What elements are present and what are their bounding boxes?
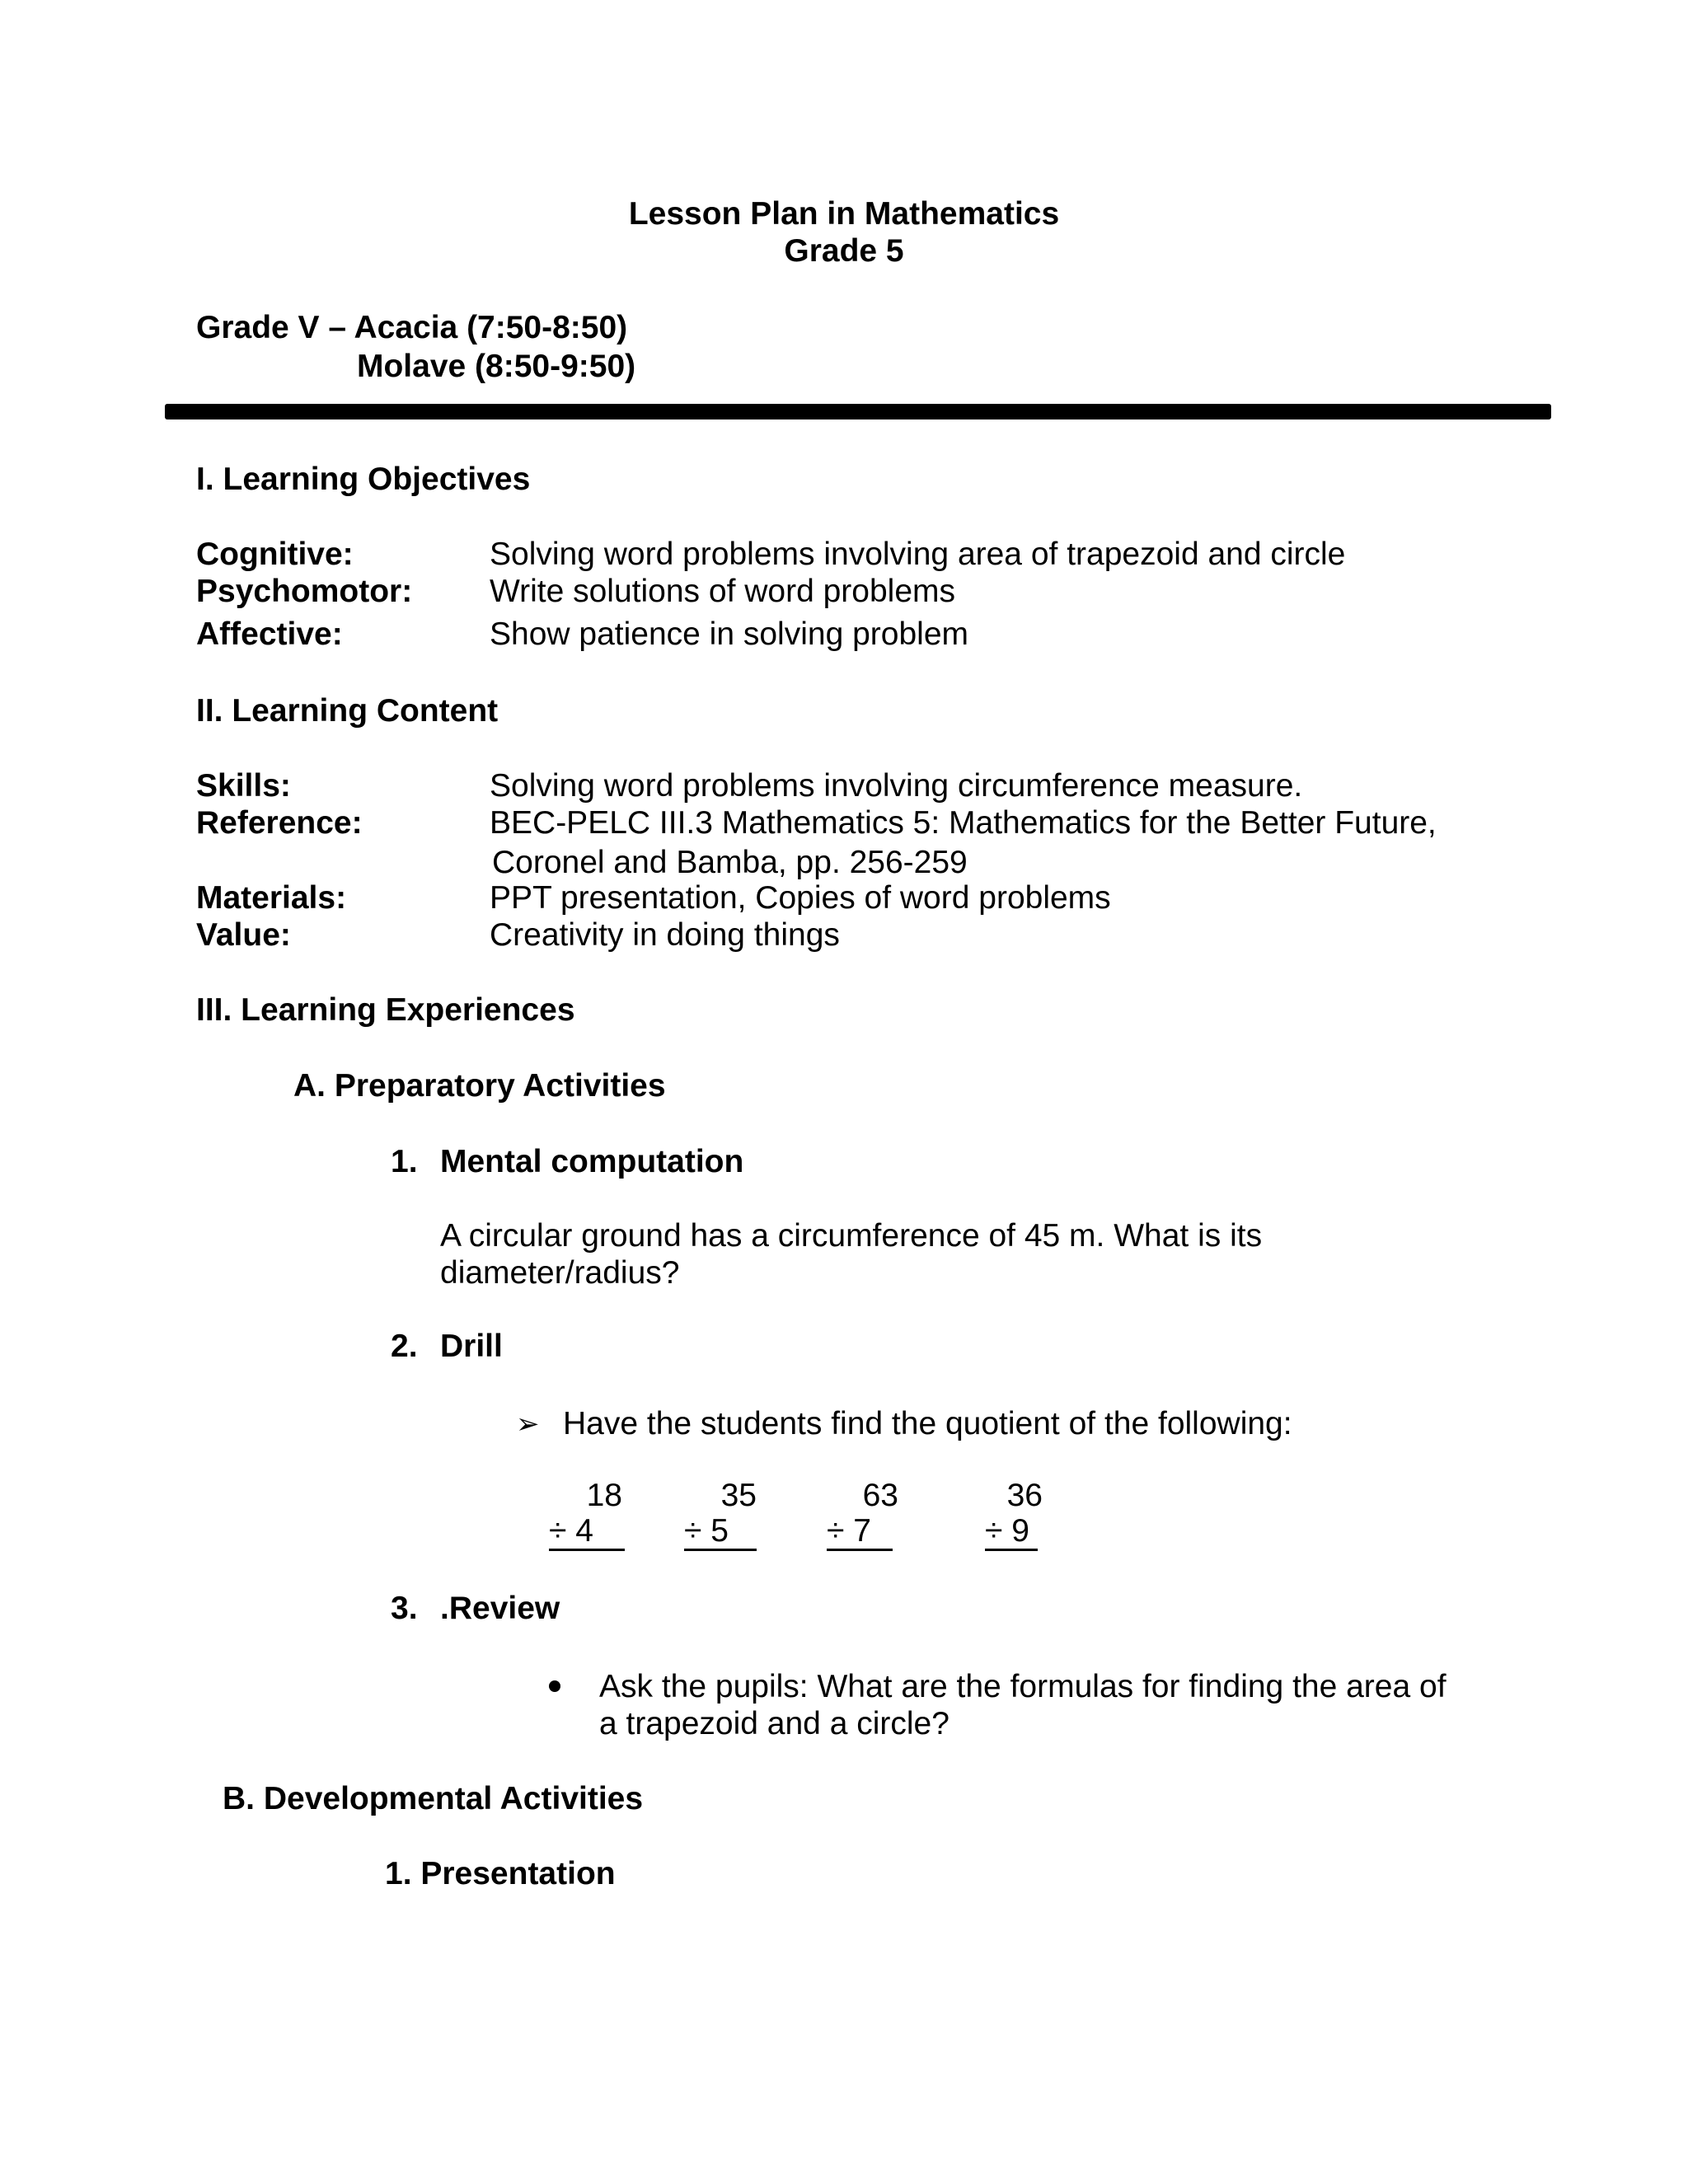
mental-problem-line1: A circular ground has a circumference of 45 m. What is its bbox=[440, 1218, 1263, 1254]
section-schedule-molave: Molave (8:50-9:50) bbox=[357, 349, 636, 384]
content-value-value: Creativity in doing things bbox=[490, 917, 840, 953]
content-value-reference-cont: Coronel and Bamba, pp. 256-259 bbox=[492, 845, 968, 880]
content-heading: II. Learning Content bbox=[196, 693, 499, 729]
header-divider bbox=[165, 404, 1551, 419]
arrow-bullet-icon: ➢ bbox=[516, 1408, 540, 1440]
drill-dividend-1: 18 bbox=[586, 1478, 622, 1513]
review-question-line2: a trapezoid and a circle? bbox=[599, 1706, 950, 1741]
objective-label-affective: Affective: bbox=[196, 616, 343, 652]
page-title: Lesson Plan in Mathematics bbox=[628, 196, 1060, 232]
content-label-skills: Skills: bbox=[196, 768, 291, 804]
preparatory-heading: A. Preparatory Activities bbox=[293, 1068, 666, 1104]
drill-divisor-1: ÷ 4 bbox=[549, 1515, 625, 1551]
experiences-heading: III. Learning Experiences bbox=[196, 992, 575, 1028]
content-label-reference: Reference: bbox=[196, 805, 363, 841]
drill-dividend-3: 63 bbox=[862, 1478, 898, 1513]
content-value-reference: BEC-PELC III.3 Mathematics 5: Mathematics for the Better Future, bbox=[490, 805, 1437, 841]
mental-problem-line2: diameter/radius? bbox=[440, 1255, 680, 1291]
drill-number: 2. bbox=[391, 1329, 418, 1364]
review-question-line1: Ask the pupils: What are the formulas for finding the area of bbox=[599, 1669, 1447, 1704]
grade-subtitle: Grade 5 bbox=[784, 233, 904, 269]
objective-label-cognitive: Cognitive: bbox=[196, 537, 354, 572]
presentation-item: 1. Presentation bbox=[385, 1856, 616, 1891]
review-number: 3. bbox=[391, 1591, 418, 1626]
drill-divisor-4: ÷ 9 bbox=[985, 1515, 1038, 1551]
drill-title: Drill bbox=[440, 1329, 503, 1364]
objective-value-psychomotor: Write solutions of word problems bbox=[490, 574, 956, 609]
objectives-heading: I. Learning Objectives bbox=[196, 462, 531, 497]
drill-divisor-2: ÷ 5 bbox=[684, 1515, 757, 1551]
drill-dividend-4: 36 bbox=[1006, 1478, 1043, 1513]
content-label-value: Value: bbox=[196, 917, 291, 953]
mental-number: 1. bbox=[391, 1144, 418, 1179]
bullet-dot-icon bbox=[549, 1680, 560, 1692]
content-value-skills: Solving word problems involving circumference measure. bbox=[490, 768, 1303, 804]
objective-value-affective: Show patience in solving problem bbox=[490, 616, 969, 652]
mental-title: Mental computation bbox=[440, 1144, 744, 1179]
objective-label-psychomotor: Psychomotor: bbox=[196, 574, 413, 609]
section-schedule-acacia: Grade V – Acacia (7:50-8:50) bbox=[196, 310, 628, 345]
drill-instruction: Have the students find the quotient of the following: bbox=[563, 1406, 1292, 1441]
content-label-materials: Materials: bbox=[196, 880, 347, 916]
content-value-materials: PPT presentation, Copies of word problems bbox=[490, 880, 1111, 916]
review-title: .Review bbox=[440, 1591, 560, 1626]
developmental-heading: B. Developmental Activities bbox=[223, 1781, 644, 1816]
objective-value-cognitive: Solving word problems involving area of trapezoid and circle bbox=[490, 537, 1346, 572]
drill-divisor-3: ÷ 7 bbox=[827, 1515, 893, 1551]
drill-dividend-2: 35 bbox=[720, 1478, 757, 1513]
